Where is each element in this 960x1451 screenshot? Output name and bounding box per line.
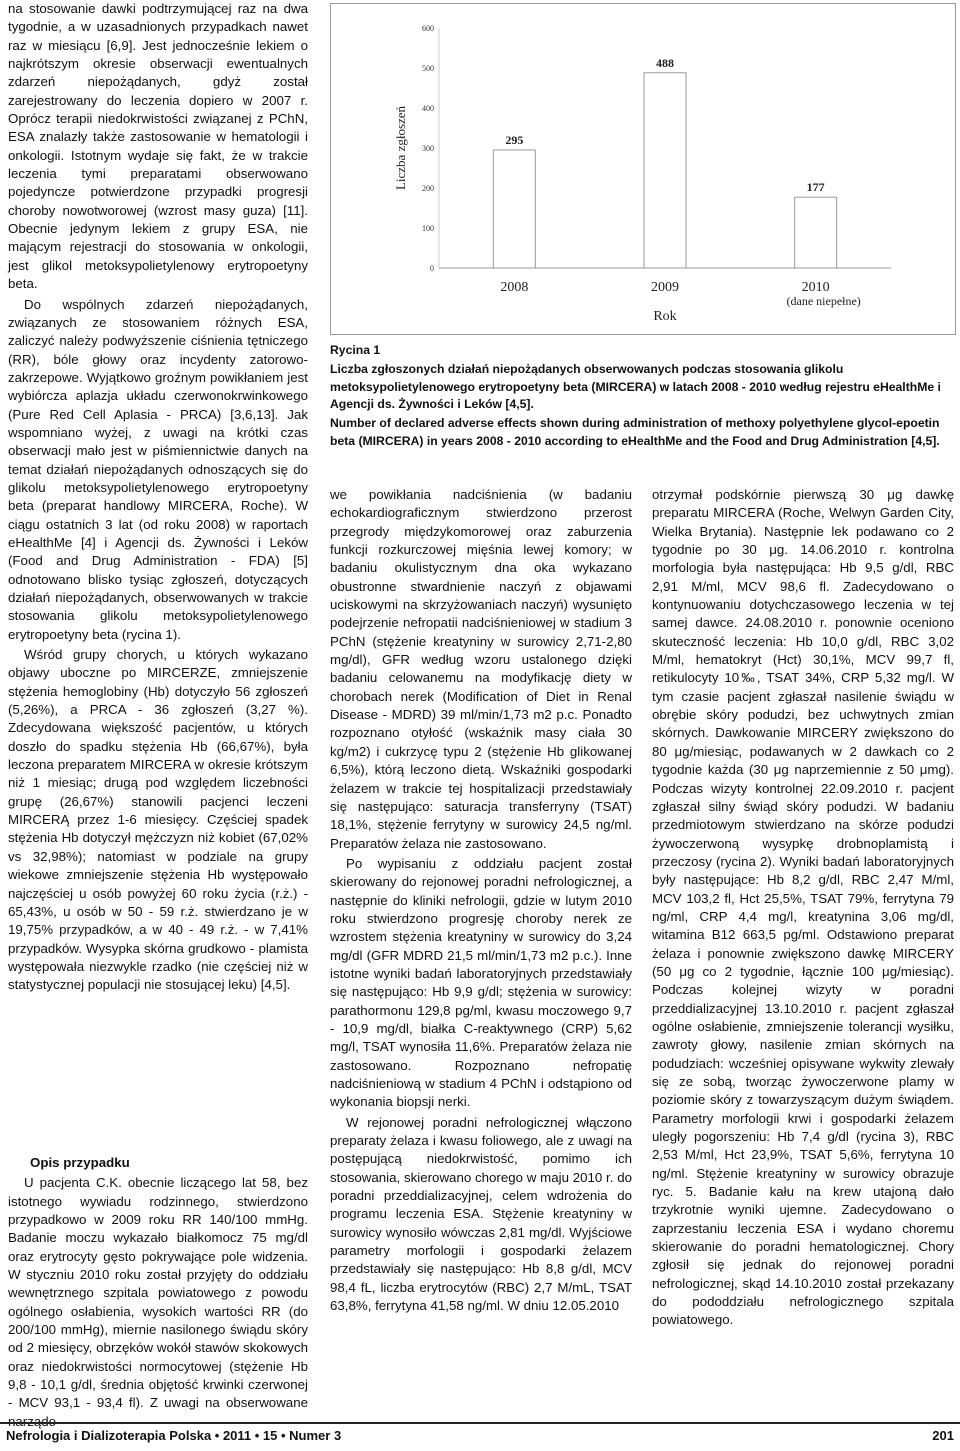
y-tick-label: 400 — [422, 104, 434, 113]
paragraph: otrzymał podskórnie pierwszą 30 μg dawkę preparatu MIRCERA (Roche, Welwyn Garden City, Wielka Brytania). Następnie lek podawano co 2 tygodnie po 30 μg. 14.06.2010 r. kontrolna morfologia była następująca: Hb 9,5 g/dl, RBC 2,91 M/ml, MCV 98,6 fl. Zadecydowano o kontynuowaniu dotychczasowego leczenia w tej samej dawce. 24.08.2010 r. ponownie oceniono skuteczność leczenia: Hb 10,0 g/dl, RBC 3,02 M/ml, hematokryt (Hct) 30,1%, MCV 99,7 fl, retikulocyty 10‰, TSAT 34%, CRP 5,32 mg/l. W tym czasie pacjent zgłaszał nasilenie świądu w obrębie skóry podudzi, bez uchwytnych zmian skórnych. Dawkowanie MIRCERY zwiększono do 80 μg/miesiąc, podawanych w 2 dawkach co 2 tygodnie każda (30 μg naprzemiennie z 50 μmg). Podczas wizyty kontrolnej 22.09.2010 r. pacjent zgłaszał silny świąd skóry podudzi. W badaniu przedmiotowym stwierdzano na skórze podudzi żywoczerwoną wysypkę drobnoplamistą i przeczosy (rycina 2). Wyniki badań laboratoryjnych były następujące: Hb 8,2 g/dl, RBC 2,47 M/ml, MCV 103,2 fl, Hct 25,5%, TSAT 79%, ferrytyna 79 ng/ml, CRP 4,4 mg/l, kreatynina 3,06 mg/dl, witamina B12 663,5 pg/ml. Odstawiono preparat żelaza i ponownie zwiększono dawkę MIRCERY (50 μg co 2 tygodnie, łącznie 100 μg/miesiąc). Podczas kolejnej wizyty w poradni przeddializacyjnej 13.10.2010 r. pacjent zgłaszał ogólne osłabienie, zmniejszenie tolerancji wysiłku, zawroty głowy, nasilenie zmian skórnych na podudziach: wcześniej opisywane wykwity zlewały się ze sobą, tworząc żywoczerwone plamy w poziomie skóry z towarzyszącym dużym świądem. Parametry morfologii krwi i gospodarki żelazem uległy pogorszeniu: Hb 7,4 g/dl (rycina 3), RBC 2,53 M/ml, Hct 23,9%, TSAT 5,6%, ferrytyna 10 ng/ml. Stężenie kreatyniny w surowicy obrazuje ryc. 5. Badanie kału na krew utajoną dało trzykrotnie wyniki ujemne. Zadecydowano o zaprzestaniu leczenia ESA i wydano choremu skierowanie do poradni hematologicznej. Chory zgłosił się jednak do rejonowej poradni nefrologicznej, skąd 14.10.2010 został przekazany do pododdziału nefrologicznego szpitala powiatowego. — [652, 487, 954, 1328]
y-tick-label: 200 — [422, 184, 434, 193]
data-label-2009: 488 — [656, 55, 674, 70]
journal-citation: Nefrologia i Dializoterapia Polska • 2011 • 15 • Numer 3 — [6, 1428, 342, 1443]
article-column-1 — [8, 0, 308, 997]
paragraph: Po wypisaniu z oddziału pacjent został skierowany do rejonowej poradni nefrologicznej, a następnie do kliniki nefrologii, gdzie w lutym 2010 roku stwierdzono progresję choroby nerek ze wzrostem stężenia kreatyniny w surowicy do 3,24 mg/dl (GFR MDRD 21,5 ml/min/1,73 m2 p.c.). Inne istotne wyniki badań laboratoryjnych przedstawiały się następująco: Hb 9,9 g/dl; stężenia w surowicy: parathormonu 129,8 pg/ml, kwasu moczowego 9,7 - 10,9 mg/dl, białka C-reaktywnego (CRP) 5,62 mg/l, TSAT wynosiła 11,6%. Preparatów żelaza nie zastosowano. Rozpoznano nefropatię nadciśnieniową w stadium 4 PChN i odstąpiono od wykonania biopsji nerki. — [330, 855, 632, 1110]
data-label-2010: 177 — [806, 180, 825, 195]
page-number: 201 — [932, 1428, 954, 1443]
x-axis-title: Rok — [653, 309, 677, 324]
x-tick-note-2010: (dane niepełne) — [786, 294, 861, 308]
y-tick-label: 600 — [422, 24, 434, 33]
paragraph: we powikłania nadciśnienia (w badaniu echokardiograficznym stwierdzono przerost przegrody międzykomorowej oraz zaburzenia funkcji rozkurczowej mięśnia lewej komory; w badaniu okulistycznym dna oka wykazano obustronne stwardnienie naczyń z objawami uciskowymi na skrzyżowaniach naczyń) wysunięto podejrzenie nefropatii nadciśnieniowej w stadium 3 PChN (stężenie kreatyniny w surowicy 2,71-2,80 mg/dl), GFR według wzoru ustalonego dzięki badaniu celowanemu na modyfikację diety w chorobach nerek (Modification of Diet in Renal Disease - MDRD) 39 ml/min/1,73 m2 p.c. Ponadto rozpoznano otyłość (wskaźnik masy ciała 30 kg/m2) i cukrzycę typu 2 (stężenie Hb glikowanej 6,5%), którą leczono dietą. Wskaźniki gospodarki żelazem w trakcie tej hospitalizacji przedstawiały się następująco: saturacja transferryny (TSAT) 18,1%, stężenie ferrytyny w surowicy 24,5 ng/ml. Preparatów żelaza nie zastosowano. — [330, 487, 632, 851]
article-column-2 — [330, 486, 632, 1317]
caption-english: Number of declared adverse effects shown during administration of methoxy polyethylene glycol-epoetin beta (MIRCERA) in years 2008 - 2010 according to eHealthMe and the Food and Drug Administration [4,5]. — [330, 416, 940, 448]
x-tick-label-2010: 2010 — [801, 280, 830, 295]
bar-2009 — [644, 73, 686, 268]
caption-label: Rycina 1 — [330, 343, 381, 357]
figure-caption — [330, 342, 954, 452]
paragraph: Do wspólnych zdarzeń niepożądanych, związanych ze stosowaniem różnych ESA, zaliczyć należy podwyższenie ciśnienia tętniczego (RR), bóle głowy oraz incydenty zatorowo-zakrzepowe. Wyjątkowo groźnym powikłaniem jest wybiórcza aplazja układu czerwonokrwinkowego (Pure Red Cell Aplasia - PRCA) [3,6,13]. Jak wspomniano wyżej, z uwagi na krótki czas obserwacji mało jest w piśmiennictwie danych na temat działań niepożądanych odnoszących się do glikolu metoksypolietylenowego erytropoetyny beta (preparat handlowy MIRCERA, Roche). W ciągu ostatnich 3 lat (od roku 2008) w raportach eHealthMe [4] i Agencji ds. Żywności i Leków (Food and Drug Administration - FDA) [5] odnotowano blisko tysiąc zgłoszeń, dotyczących działań niepożądanych, obserwowanych w trakcie stosowania glikolu metoksypolietylenowego erytropoetyny beta (rycina 1). — [8, 296, 308, 642]
bar-2010 — [795, 197, 837, 268]
data-label-2008: 295 — [505, 133, 524, 147]
paragraph: na stosowanie dawki podtrzymującej raz na dwa tygodnie, a w uzasadnionych przypadkach nawet raz w miesiącu [6,9]. Jest jednocześnie lekiem o najkrótszym okresie obserwacji ewentualnych zdarzeń niepożądanych, gdyż został zarejestrowany do leczenia dopiero w 2007 r. Oprócz terapii niedokrwistości związanej z PChN, ESA znalazły także zastosowanie w hematologii i onkologii. Istotnym wydaje się fakt, że w trakcie leczenia tymi preparatami obserwowano pojedyncze potwierdzone przypadki progresji choroby nowotworowej (wzrost masy guza) [11]. Obecnie jedynym lekiem z grupy ESA, nie mającym rejestracji do stosowania w onkologii, jest glikol metoksypolietylenowy erytropoetyny beta. — [8, 1, 308, 292]
section-heading: Opis przypadku — [30, 1155, 130, 1170]
x-tick-label-2009: 2009 — [651, 280, 679, 295]
y-tick-label: 100 — [422, 224, 434, 233]
figure-1-chart — [330, 3, 956, 335]
case-report-column-1 — [8, 1144, 308, 1433]
bar-2008 — [493, 150, 535, 268]
y-tick-label: 0 — [430, 264, 434, 273]
paragraph: Wśród grupy chorych, u których wykazano objawy uboczne po MIRCERZE, zmniejszenie stężenia hemoglobiny (Hb) dotyczyło 56 zgłoszeń (5,26%), a PRCA - 36 zgłoszeń (3,27 %). Zdecydowana większość pacjentów, u których doszło do spadku stężenia Hb (66,67%), była leczona preparatem MIRCERA w okresie krótszym niż 1 miesiąc; drugą pod względem liczebności grupę (26,67%) stanowili pacjenci leczeni MIRCERĄ przez 1-6 miesięcy. Częściej spadek stężenia Hb dotyczył mężczyzn niż kobiet (67,02% vs 32,98%); natomiast w podziale na grupy wiekowe zmniejszenie stężenia Hb występowało najczęściej u osób powyżej 60 roku życia (r.ż.) - 65,43%, u osób w 50 - 59 r.ż. stwierdzano je w 19,75% przypadków, a w 40 - 49 r.ż. - w 7,41% przypadków. Wysypka skórna grudkowo - plamista występowała niezwykle rzadko (nie częściej niż w statystycznej populacji nie stosującej leku) [4,5]. — [8, 647, 308, 993]
paragraph: W rejonowej poradni nefrologicznej włączono preparaty żelaza i kwasu foliowego, ale z uwagi na postępującą niedokrwistość, pomimo ich stosowania, skierowano chorego w maju 2010 r. do poradni przeddializacyjnej, celem wdrożenia do programu leczenia ESA. Stężenie kreatyniny w surowicy wynosiło wówczas 2,81 mg/dl. Wyjściowe parametry morfologii i gospodarki żelazem przedstawiały się następująco: Hb 8,8 g/dl, MCV 98,4 fL, liczba erytrocytów (RBC) 2,7 M/mL, TSAT 63,8%, ferrytyna 41,58 ng/ml. W dniu 12.05.2010 — [330, 1114, 632, 1314]
caption-polish: Liczba zgłoszonych działań niepożądanych obserwowanych podczas stosowania glikolu metoksypolietylenowego erytropoetyny beta (MIRCERA) w latach 2008 - 2010 według rejestru eHealthMe i Agencji ds. Żywności i Leków [4,5]. — [330, 362, 941, 411]
x-tick-label-2008: 2008 — [500, 280, 529, 295]
y-axis-title: Liczba zgłoszeń — [393, 105, 408, 191]
page-footer — [0, 1422, 960, 1443]
case-paragraph: U pacjenta C.K. obecnie liczącego lat 58, bez istotnego wywiadu rodzinnego, stwierdzono przypadkowo w 2009 roku RR 140/100 mmHg. Badanie moczu wykazało białkomocz 75 mg/dl oraz erytrocyty gęsto pokrywające pole widzenia. W styczniu 2010 roku został przyjęty do oddziału wewnętrznego szpitala powiatowego z powodu ogólnego osłabienia, wysokich wartości RR (do 200/100 mmHg), miernie nasilonego świądu skóry od 2 miesięcy, obrzęków wokół stawów skokowych oraz niedokrwistości normocytowej (stężenie Hb 9,8 - 10,1 g/dl, średnia objętość krwinki czerwonej - MCV 93,1 - 93,4 fl). Z uwagi na obserwowane narządo- — [8, 1175, 308, 1429]
article-column-3 — [652, 486, 954, 1332]
y-tick-label: 300 — [422, 144, 434, 153]
bar-chart-svg — [331, 4, 955, 334]
y-tick-label: 500 — [422, 64, 434, 73]
